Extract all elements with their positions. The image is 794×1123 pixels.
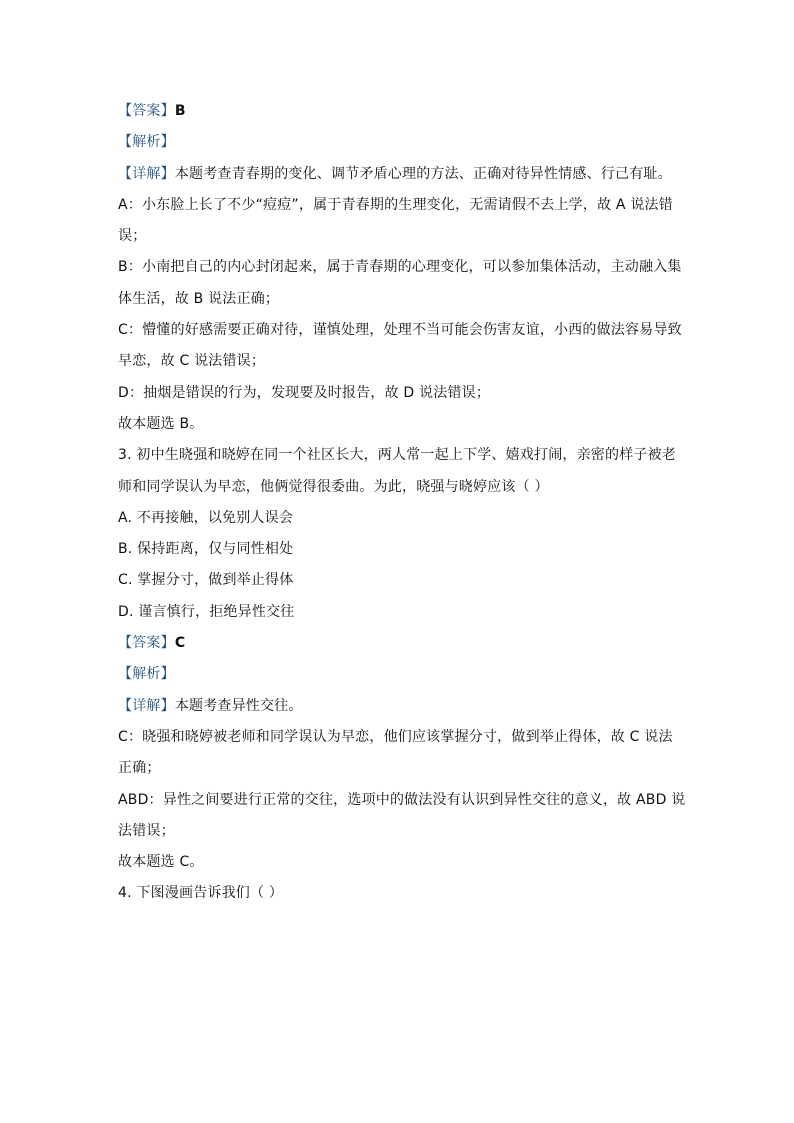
analysis-heading	[118, 127, 678, 158]
detail-line	[118, 691, 678, 722]
answer-line	[118, 628, 678, 659]
detail-line	[118, 159, 678, 190]
text-line: 正确；	[118, 760, 161, 777]
text-line: 误；	[118, 228, 147, 245]
text-line: 故本题选 C。	[118, 854, 204, 871]
detail-text: 本题考查青春期的变化、调节矛盾心理的方法、正确对待异性情感、行己有耻。	[174, 165, 672, 182]
text-line: 故本题选 B。	[118, 415, 204, 432]
answer-value: C	[174, 635, 186, 652]
analysis-heading	[118, 659, 678, 690]
question-3-line: 3. 初中生晓强和晓婷在同一个社区长大，两人常一起上下学、嬉戏打闹，亲密的样子被老	[118, 447, 677, 464]
answer-line	[118, 96, 678, 127]
document-body	[118, 96, 686, 910]
analysis-tag: 【解析】	[118, 134, 175, 151]
text-line: C：晓强和晓婷被老师和同学误认为早恋，他们应该掌握分寸，做到举止得体，故 C 说法	[118, 728, 673, 745]
detail-tag: 【详解】	[118, 697, 175, 714]
text-line: 早恋，故 C 说法错误；	[118, 353, 266, 370]
text-line: 法错误；	[118, 822, 175, 839]
answer-tag: 【答案】	[118, 635, 175, 652]
text-line: 体生活，故 B 说法正确；	[118, 290, 280, 307]
text-line: A：小东脸上长了不少“痘痘”，属于青春期的生理变化，无需请假不去上学，故 A 说法错	[118, 196, 673, 213]
text-line: C：懵懂的好感需要正确对待，谨慎处理，处理不当可能会伤害友谊，小西的做法容易导致	[118, 322, 682, 339]
detail-tag: 【详解】	[118, 165, 175, 182]
question-3-line: 师和同学误认为早恋，他俩觉得很委曲。为此，晓强与晓婷应该（ ）	[118, 478, 549, 495]
answer-tag: 【答案】	[118, 103, 175, 119]
option-d: D. 谨言慎行，拒绝异性交往	[118, 603, 295, 620]
text-line: D：抽烟是错误的行为，发现要及时报告，故 D 说法错误；	[118, 384, 491, 401]
option-a: A. 不再接触，以免别人误会	[118, 509, 294, 526]
question-4-line: 4. 下图漫画告诉我们（ ）	[118, 885, 284, 902]
text-line: B：小南把自己的内心封闭起来，属于青春期的心理变化，可以参加集体活动，主动融入集	[118, 259, 682, 276]
text-line: ABD：异性之间要进行正常的交往，选项中的做法没有认识到异性交往的意义，故 ABD 说	[118, 791, 686, 808]
option-c: C. 掌握分寸，做到举止得体	[118, 572, 294, 589]
option-b: B. 保持距离，仅与同性相处	[118, 541, 294, 558]
detail-text: 本题考查异性交往。	[174, 697, 303, 714]
answer-value: B	[174, 103, 186, 119]
analysis-tag: 【解析】	[118, 666, 175, 683]
